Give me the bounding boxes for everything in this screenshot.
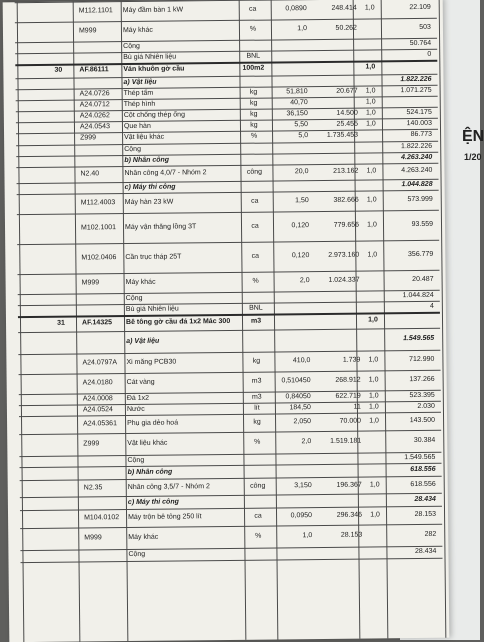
cell-coef: 1,0 [360,86,382,95]
cell-amount: 28.434 [386,547,436,557]
cell-desc: Máy đầm bàn 1 kW [123,5,243,15]
cell-desc: Máy khác [128,532,248,542]
cell-desc: Bù giá Nhiên liệu [123,52,243,62]
cell-price: 28.153 [314,531,362,541]
cell-coef: 1,0 [359,62,381,71]
cell-price: 382.666 [311,196,359,206]
cell-desc: Máy trộn bê tông 250 lít [128,512,248,522]
cell-amount: 20.487 [384,275,434,285]
cell-qty: 2,0 [277,437,311,446]
cell-code: M112.1101 [79,6,131,16]
cell-price: 1.024.337 [312,276,360,286]
cell-unit: ca [240,511,276,520]
cell-amount: 618.556 [386,480,436,490]
cell-amount: 137.266 [385,375,435,385]
cell-amount: 4.263.240 [382,166,432,176]
cell-code: Z999 [80,133,132,143]
side-sheet-heading: ỆN [462,128,484,146]
cell-code: A24.0726 [80,89,132,99]
cell-code: A24.0008 [83,394,135,404]
cell-code: A24.0180 [83,378,135,388]
cell-unit: m3 [239,376,275,385]
cell-coef: 1,0 [363,402,385,411]
cell-desc: Cát vàng [127,377,247,387]
cell-qty: 410,0 [276,356,310,365]
cell-unit: kg [239,417,275,426]
cell-coef: 1,0 [364,480,386,489]
side-sheet-date: 1/20 [464,152,482,162]
cell-price: 1.735.453 [310,131,358,141]
cell-price: 622.719 [313,392,361,402]
cell-price: 1.519.181 [313,437,361,447]
cell-unit: công [240,481,276,490]
cell-desc: a) Vật liệu [126,336,246,346]
cell-price: 14.500 [310,109,358,119]
cell-unit: ca [237,252,273,261]
cell-qty: 1,0 [273,24,307,33]
cell-unit: kg [236,110,272,119]
cell-unit: % [236,132,272,141]
cell-amount: 30.384 [385,436,435,446]
cell-code: M999 [79,26,131,36]
cell-amount: 28.153 [386,510,436,520]
cell-code: M104.0102 [84,513,136,523]
cell-desc: Phụ gia dẻo hoá [127,418,247,428]
cell-desc: Cộng [123,41,243,51]
cell-unit: % [239,437,275,446]
cell-code: N2.35 [84,483,136,493]
cell-code: A24.0524 [83,405,135,415]
cell-amount: 1.822.226 [381,75,431,85]
cell-coef: 1,0 [363,391,385,400]
cell-stt: 30 [43,66,73,75]
cell-coef: 1,0 [362,355,384,364]
cell-qty: 36,150 [274,109,308,118]
cell-amount: 22.109 [381,3,431,13]
cell-unit: kg [238,356,274,365]
cell-desc: Vật liệu khác [127,438,247,448]
cell-code: AF.86111 [79,65,131,75]
cell-unit: 100m2 [235,64,271,73]
cell-coef: 1,0 [364,510,386,519]
estimate-table-page [3,0,450,642]
cell-code: M112.4003 [81,198,133,208]
cell-unit: ca [235,5,271,14]
cell-qty: 184,50 [277,403,311,412]
cell-desc: c) Máy thi công [128,497,248,507]
cell-desc: Cộng [124,144,244,154]
cell-desc: Máy khác [123,25,243,35]
cell-amount: 28.434 [386,495,436,505]
cell-unit: % [240,531,276,540]
cell-coef: 1,0 [360,97,382,106]
cell-desc: c) Máy thi công [125,182,245,192]
cell-desc: Thép tấm [124,88,244,98]
cell-desc: Nước [127,404,247,414]
cell-amount: 282 [386,530,436,540]
cell-desc: Cột chống thép ống [124,110,244,120]
cell-amount: 1.071.275 [382,86,432,96]
cell-desc: a) Vật liệu [123,77,243,87]
cell-coef: 1,0 [360,166,382,175]
cell-price: 196.367 [314,481,362,491]
cell-amount: 140.003 [382,119,432,129]
cell-unit: BNL [235,52,271,61]
cell-amount: 1.044.824 [384,291,434,301]
cell-desc: Đá 1x2 [127,393,247,403]
cell-amount: 1.549.565 [385,453,435,463]
cell-stt: 31 [46,319,76,328]
cell-amount: 618.556 [386,465,436,475]
cell-desc: Máy khác [126,277,246,287]
cell-desc: Xi măng PCB30 [126,357,246,367]
cost-estimate-table [3,0,443,2]
cell-amount: 1.549.565 [384,334,434,344]
cell-coef: 1,0 [362,315,384,324]
cell-code: M999 [82,278,134,288]
cell-price: 296.346 [314,511,362,521]
cell-desc: Nhân công 3,5/7 - Nhóm 2 [128,482,248,492]
cell-desc: Thép hình [124,99,244,109]
cell-price: 50.262 [309,24,357,34]
cell-desc: Cần trục tháp 25T [125,252,245,262]
cell-amount: 573.999 [383,195,433,205]
cell-desc: b) Nhân công [124,155,244,165]
cell-amount: 4.263.240 [382,153,432,163]
cell-qty: 0,120 [275,221,309,230]
cell-unit: công [236,168,272,177]
cell-price: 70.000 [313,417,361,427]
cell-qty: 0,0890 [273,4,307,13]
cell-price: 1.739 [312,356,360,366]
cell-code: A24.0712 [80,100,132,110]
cell-code: M102.1001 [81,223,133,233]
cell-amount: 143.500 [385,416,435,426]
cell-qty: 0,0950 [278,511,312,520]
cell-unit: ca [237,222,273,231]
cell-qty: 0,120 [275,251,309,260]
cell-qty: 51,810 [274,87,308,96]
table-row [5,210,445,245]
cell-amount: 93.559 [383,220,433,230]
cell-coef: 1,0 [363,416,385,425]
cell-price: 25.455 [310,120,358,130]
cell-unit: kg [236,99,272,108]
cell-code: A24.0262 [80,111,132,121]
cell-amount: 50.764 [381,39,431,49]
cell-unit: m3 [239,392,275,401]
cell-code: A24.0543 [80,122,132,132]
cell-coef: 1,0 [359,3,381,12]
cell-desc: Cộng [127,455,247,465]
cell-code: M999 [84,533,136,543]
table-row [5,240,445,275]
cell-qty: 5,50 [274,120,308,129]
cell-amount: 356.779 [383,250,433,260]
cell-desc: Máy vận thăng lồng 3T [125,222,245,232]
cell-desc: Ván khuôn gờ cầu [123,64,243,74]
cell-unit: m3 [238,316,274,325]
cell-amount: 1.044.828 [383,180,433,190]
cell-amount: 524.175 [382,108,432,118]
cell-qty: 5,0 [274,131,308,140]
cell-coef: 1,0 [361,195,383,204]
cell-desc: Cộng [128,549,248,559]
cell-qty: 1,50 [275,196,309,205]
cell-desc: Bù giá Nhiên liệu [126,304,246,314]
cell-amount: 2.030 [385,402,435,412]
cell-amount: 523.395 [385,391,435,401]
cell-price: 2.973.160 [311,251,359,261]
cell-desc: Vật liệu khác [124,132,244,142]
cell-qty: 0,84050 [277,392,311,401]
cell-qty: 20,0 [274,167,308,176]
cell-price: 20.677 [310,87,358,97]
cell-coef: 1,0 [361,250,383,259]
cell-amount: 1.822.226 [382,142,432,152]
cell-qty: 3,150 [278,481,312,490]
cell-coef: 1,0 [360,108,382,117]
cell-code: AF.14325 [82,318,134,328]
cell-qty: 2,0 [276,276,310,285]
cell-qty: 40,70 [274,98,308,107]
cell-code: A24.0797A [82,358,134,368]
cell-desc: Cộng [126,293,246,303]
cell-price: 11 [313,403,361,413]
cell-amount: 712.990 [384,355,434,365]
cell-unit: % [238,276,274,285]
cell-qty: 2,050 [277,417,311,426]
cell-unit: kg [236,88,272,97]
cell-amount: 86.773 [382,130,432,140]
cell-price: 248.414 [309,4,357,14]
cell-code: Z999 [83,439,135,449]
cell-desc: Que hàn [124,121,244,131]
cell-amount: 0 [381,50,431,60]
cell-price: 779.656 [311,221,359,231]
cell-code: A24.05361 [83,419,135,429]
cell-qty: 0,510450 [277,376,311,385]
cell-price: 213.162 [310,167,358,177]
cell-amount: 4 [384,302,434,312]
cell-desc: Nhân công 4,0/7 - Nhóm 2 [124,168,244,178]
cell-unit: ca [237,197,273,206]
cell-code: M102.0406 [81,253,133,263]
cell-coef: 1,0 [360,119,382,128]
cell-desc: b) Nhân công [128,467,248,477]
cell-desc: Bê tông gờ cầu đá 1x2 Mác 300 [126,317,246,327]
cell-qty: 1,0 [278,531,312,540]
cell-desc: Máy hàn 23 kW [125,197,245,207]
cell-unit: % [235,25,271,34]
cell-price: 268.912 [313,376,361,386]
cell-coef: 1,0 [361,220,383,229]
cell-unit: kg [236,121,272,130]
cell-code: N2.40 [80,169,132,179]
cell-unit: lít [239,403,275,412]
cell-unit: BNL [238,303,274,312]
cell-coef: 1,0 [363,375,385,384]
cell-amount: 503 [381,23,431,33]
